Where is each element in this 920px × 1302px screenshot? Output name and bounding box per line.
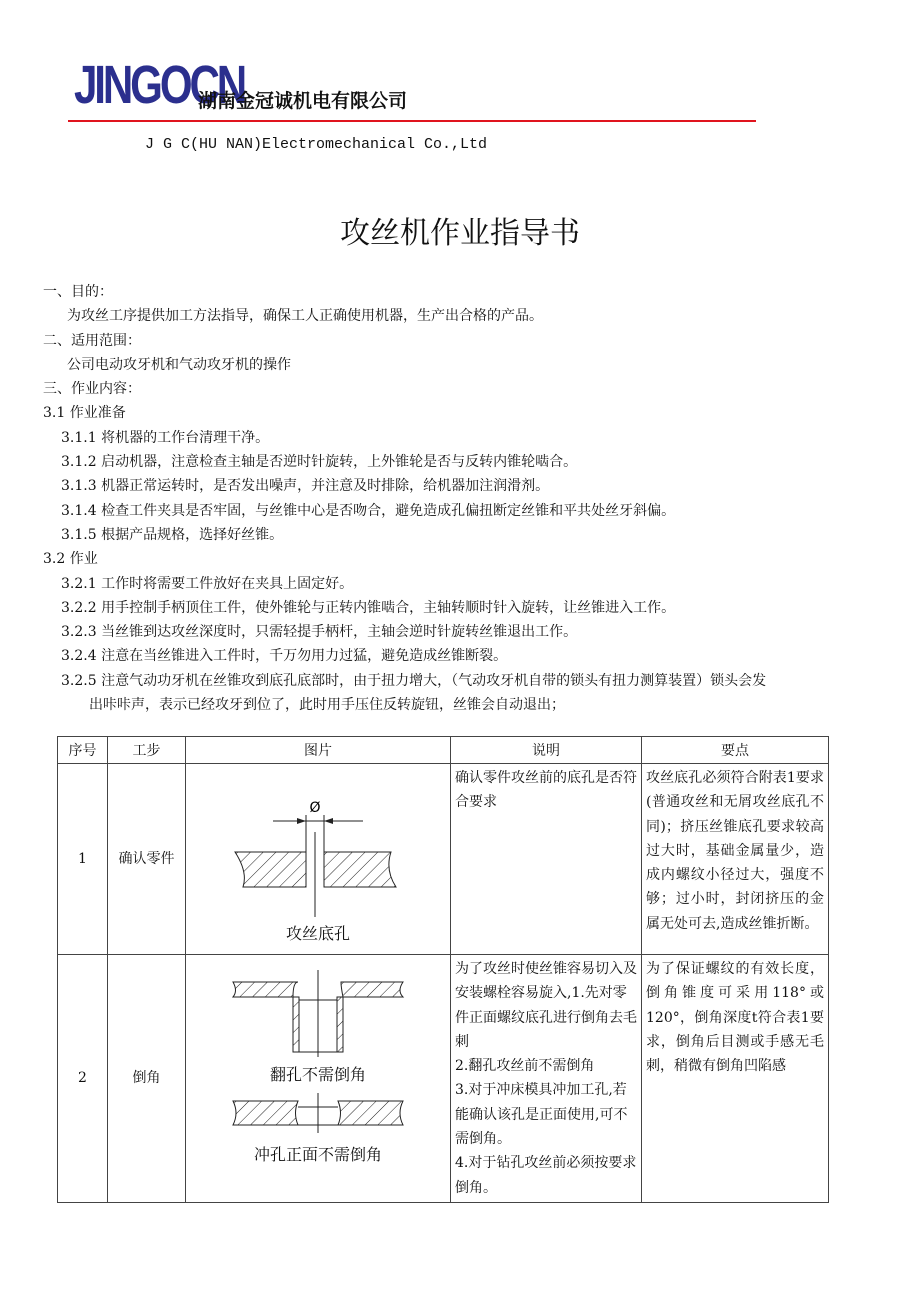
col-header-picture: 图片 <box>186 737 451 764</box>
row-description: 确认零件攻丝前的底孔是否符合要求 <box>451 764 642 955</box>
tapping-hole-drawing <box>193 782 443 922</box>
flanged-hole-drawing <box>193 967 443 1057</box>
picture-caption: 翻孔不需倒角 <box>269 1065 366 1084</box>
table-row <box>58 764 829 955</box>
body-line: 3.1.2 启动机器，注意检查主轴是否逆时针旋转，上外锥轮是否与反转内锥轮啮合。 <box>61 454 578 471</box>
company-logo: JINGOCN <box>74 55 245 115</box>
body-line: 3.1.1 将机器的工作台清理干净。 <box>61 429 270 446</box>
col-header-keypoints: 要点 <box>642 737 829 764</box>
row-picture <box>186 764 451 955</box>
row-keypoints: 攻丝底孔必须符合附表1要求(普通攻丝和无屑攻丝底孔不同)；挤压丝锥底孔要求较高 过大时，基础金属量少，造成内螺纹小径过大，强度不够；过小时，封闭挤压的金属无处可去,造成丝锥折断。 <box>642 764 829 955</box>
picture-caption: 攻丝底孔 <box>285 924 350 943</box>
procedure-table <box>57 736 829 1203</box>
body-line: 3.2.1 工作时将需要工件放好在夹具上固定好。 <box>61 575 354 592</box>
row-step: 倒角 <box>108 955 186 1203</box>
header-divider <box>68 120 756 122</box>
document-body <box>43 280 883 717</box>
description-line: 2.翻孔攻丝前不需倒角 <box>455 1058 595 1075</box>
col-header-no: 序号 <box>58 737 108 764</box>
row-description <box>451 955 642 1203</box>
body-line: 3.2.5 注意气动功牙机在丝锥攻到底孔底部时，由于扭力增大，（气动攻牙机自带的锁头有扭力测算装置）锁头会发 <box>61 672 767 689</box>
body-line: 3.2.3 当丝锥到达攻丝深度时，只需轻提手柄杆，主轴会逆时针旋转丝锥退出工作。 <box>61 624 578 641</box>
description-line: 3.对于冲床模具冲加工孔,若能确认该孔是正面使用,可不需倒角。 <box>455 1082 628 1148</box>
company-name-cn: 湖南金冠诚机电有限公司 <box>198 90 408 112</box>
body-line: 3.2 作业 <box>43 551 98 568</box>
col-header-description: 说明 <box>451 737 642 764</box>
body-line: 公司电动攻牙机和气动攻牙机的操作 <box>67 356 291 373</box>
row-picture <box>186 955 451 1203</box>
table-row <box>58 955 829 1203</box>
body-line: 3.1.4 检查工件夹具是否牢固，与丝锥中心是否吻合，避免造成孔偏扭断定丝锥和平共处丝牙斜偏。 <box>61 502 676 519</box>
picture-caption: 冲孔正面不需倒角 <box>253 1145 382 1165</box>
description-line: 4.对于钻孔攻丝前必须按要求倒角。 <box>455 1155 637 1196</box>
company-name-en: J G C(HU NAN)Electromechanical Co.,Ltd <box>145 136 488 153</box>
row-step: 确认零件 <box>108 764 186 955</box>
description-line: 为了攻丝时使丝锥容易切入及安装螺栓容易旋入,1.先对零件正面螺纹底孔进行倒角去毛刺 <box>455 961 637 1050</box>
body-line: 为攻丝工序提供加工方法指导，确保工人正确使用机器，生产出合格的产品。 <box>67 308 543 325</box>
body-line: 3.1.3 机器正常运转时，是否发出噪声，并注意及时排除，给机器加注润滑剂。 <box>61 478 550 495</box>
diameter-symbol: Ø <box>309 800 321 816</box>
body-line: 3.1 作业准备 <box>43 405 126 422</box>
body-line: 二、适用范围： <box>43 332 141 349</box>
body-line: 三、作业内容： <box>43 381 141 398</box>
body-line: 3.1.5 根据产品规格，选择好丝锥。 <box>61 526 284 543</box>
row-number: 2 <box>58 955 108 1203</box>
col-header-step: 工步 <box>108 737 186 764</box>
body-line: 出咔咔声，表示已经攻牙到位了，此时用手压住反转旋钮，丝锥会自动退出； <box>89 697 565 714</box>
row-keypoints: 为了保证螺纹的有效长度，倒角锥度可采用118°或120°，倒角深度t符合表1要求，倒角后目测或手感无毛刺，稍微有倒角凹陷感 <box>642 955 829 1203</box>
document-title: 攻丝机作业指导书 <box>340 216 580 251</box>
body-line: 3.2.4 注意在当丝锥进入工件时，千万勿用力过猛，避免造成丝锥断裂。 <box>61 648 508 665</box>
body-line: 3.2.2 用手控制手柄顶住工件，使外锥轮与正转内锥啮合，主轴转顺时针入旋转，让丝锥进入工作。 <box>61 599 676 616</box>
table-header-row <box>58 737 829 764</box>
row-number: 1 <box>58 764 108 955</box>
punched-hole-drawing <box>193 1093 443 1133</box>
body-line: 一、目的： <box>43 284 113 300</box>
